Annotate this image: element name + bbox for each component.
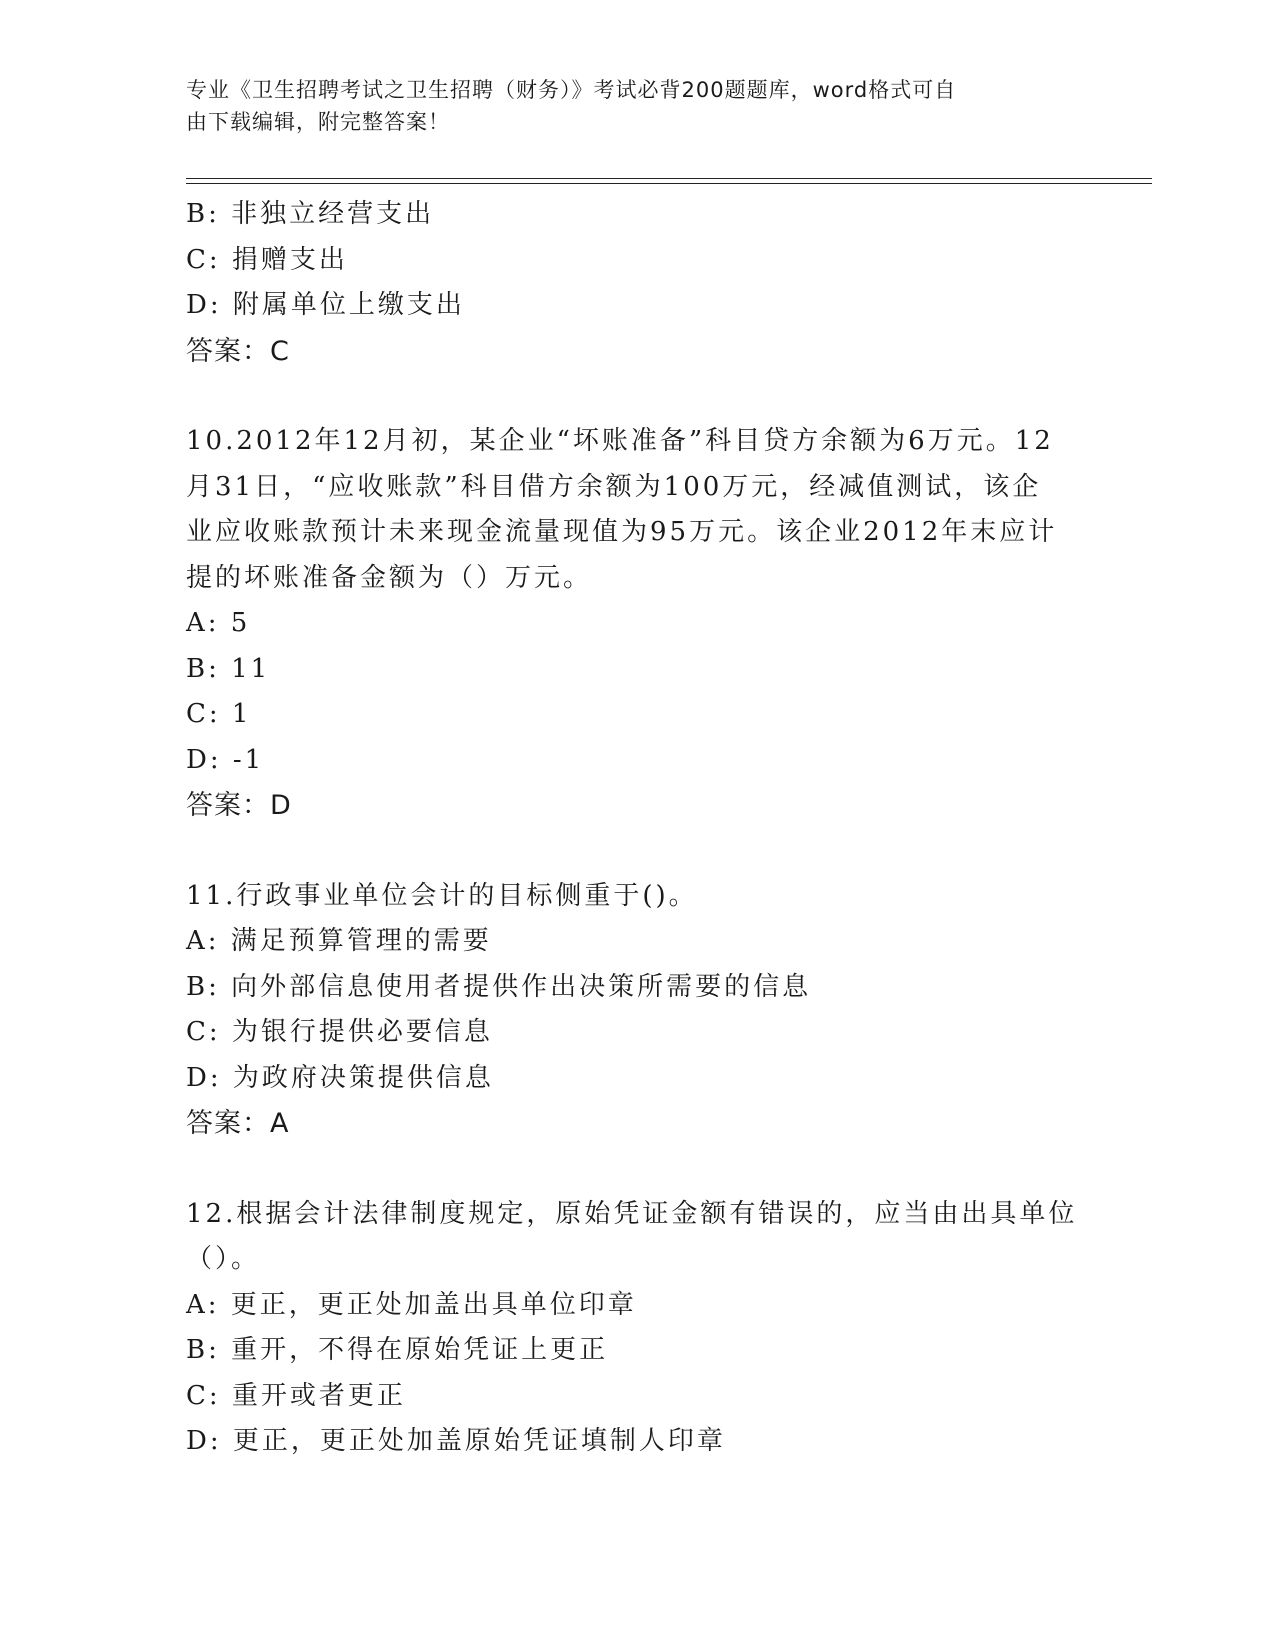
option-b: B: 向外部信息使用者提供作出决策所需要的信息 [186, 971, 812, 1002]
option-d: D: 更正，更正处加盖原始凭证填制人印章 [186, 1426, 726, 1456]
option-b: B: 11 [186, 653, 271, 684]
answer-label: 答案：A [186, 1108, 290, 1139]
question-12 [186, 1192, 1086, 1465]
spacer [186, 829, 1086, 874]
question-10 [186, 419, 1086, 829]
question-11 [186, 874, 1086, 1147]
option-d: D: -1 [186, 744, 265, 775]
option-c: C: 为银行提供必要信息 [186, 1017, 493, 1047]
option-b: B: 非独立经营支出 [186, 199, 435, 229]
option-d: D: 附属单位上缴支出 [186, 290, 465, 320]
question-9 [186, 192, 1086, 374]
answer-label: 答案：D [186, 790, 292, 821]
header-divider-top [186, 178, 1152, 179]
option-a: A: 5 [186, 608, 251, 638]
spacer [186, 374, 1086, 419]
option-b: B: 重开，不得在原始凭证上更正 [186, 1335, 609, 1365]
option-c: C: 捐赠支出 [186, 244, 348, 275]
option-d: D: 为政府决策提供信息 [186, 1062, 494, 1093]
question-stem-line-1: 12.根据会计法律制度规定，原始凭证金额有错误的，应当由出具单位 [186, 1198, 1078, 1229]
question-list [186, 192, 1086, 1465]
option-a: A: 满足预算管理的需要 [186, 926, 492, 956]
document-header [186, 74, 1066, 138]
question-stem-line-3: 业应收账款预计未来现金流量现值为95万元。该企业2012年末应计 [186, 517, 1058, 547]
spacer [186, 1147, 1086, 1192]
option-c: C: 重开或者更正 [186, 1380, 406, 1411]
header-divider-bottom [186, 183, 1152, 184]
question-stem-line-1: 10.2012年12月初，某企业“坏账准备”科目贷方余额为6万元。12 [186, 426, 1054, 456]
header-line-1: 专业《卫生招聘考试之卫生招聘（财务）》考试必背200题题库，word格式可自 [186, 78, 957, 102]
option-c: C: 1 [186, 699, 252, 729]
question-stem: 11.行政事业单位会计的目标侧重于()。 [186, 880, 698, 911]
question-stem-line-4: 提的坏账准备金额为（）万元。 [186, 562, 593, 593]
question-stem-line-2: 月31日，“应收账款”科目借方余额为100万元，经减值测试，该企 [186, 471, 1042, 502]
header-line-2: 由下载编辑，附完整答案！ [186, 110, 450, 134]
option-a: A: 更正，更正处加盖出具单位印章 [186, 1289, 637, 1320]
answer-label: 答案：C [186, 335, 290, 367]
question-stem-line-2: （）。 [186, 1244, 261, 1274]
